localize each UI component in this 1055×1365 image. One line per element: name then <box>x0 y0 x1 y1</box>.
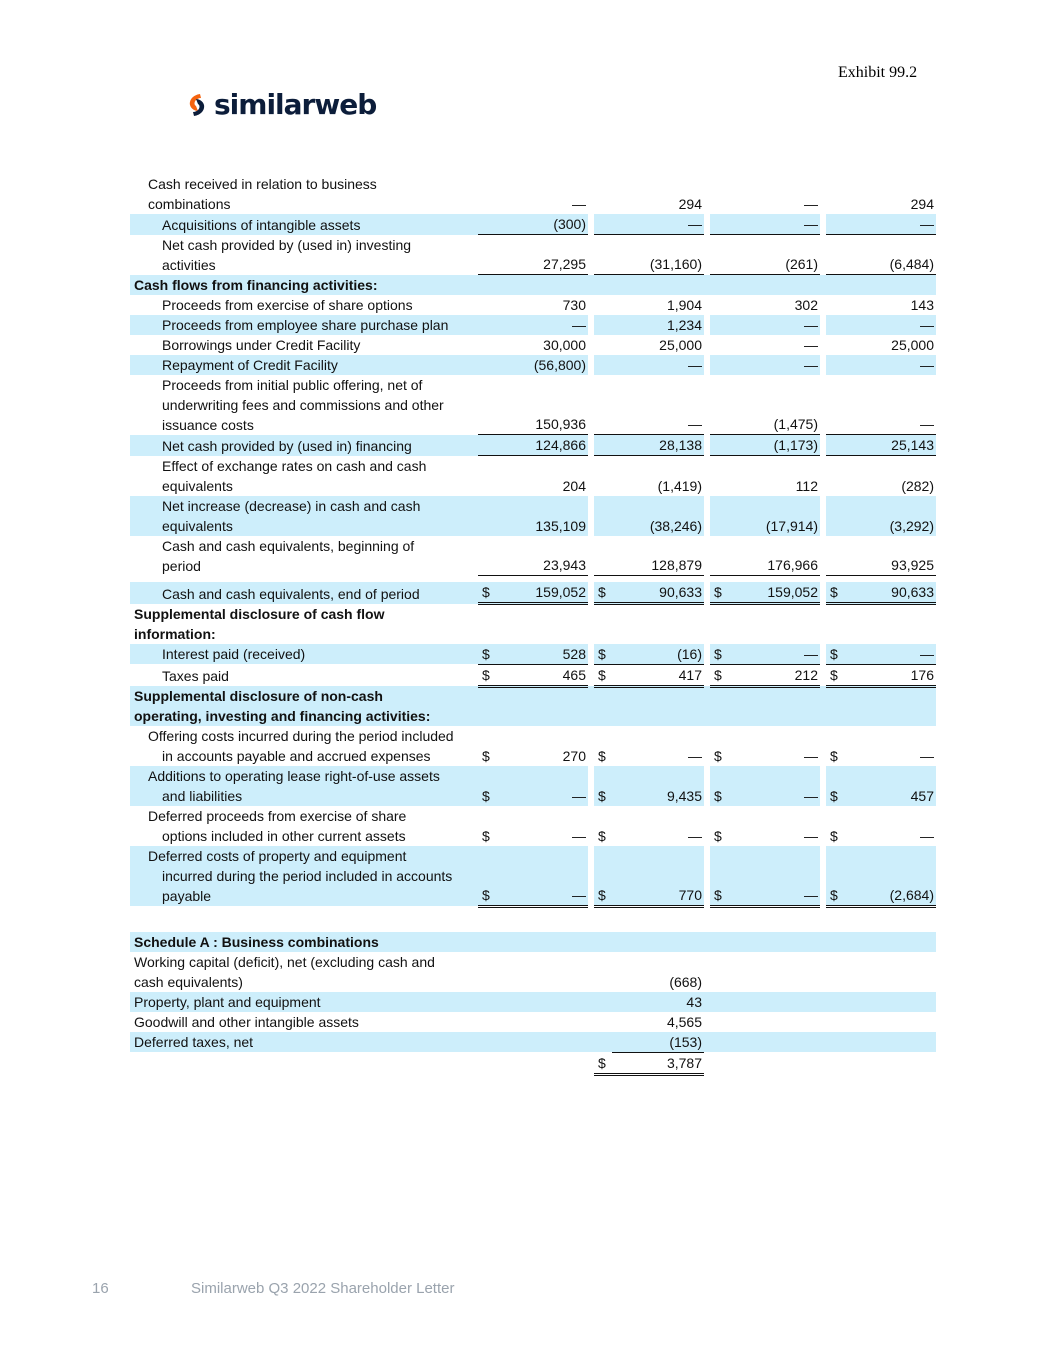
row-net-cash-investing: Net cash provided by (used in) investing activities 27,295 (31,160) (261) (6,484) <box>162 236 934 273</box>
brand-wordmark: similarweb <box>214 88 377 121</box>
cash-flow-table <box>130 174 936 1076</box>
row-borrowings: Borrowings under Credit Facility 30,000 25,000 — 25,000 <box>162 336 934 353</box>
row-espp: Proceeds from employee share purchase plan — 1,234 — — <box>130 315 936 335</box>
section-financing-activities: Cash flows from financing activities: <box>130 275 936 295</box>
row-cash-end: Cash and cash equivalents, end of period $ 159,052 $ 90,633 $ 159,052 $ 90,633 <box>130 582 936 604</box>
schedule-a-deferred-taxes: Deferred taxes, net (153) <box>130 1032 936 1053</box>
row-repayment: Repayment of Credit Facility (56,800) — — — <box>130 355 936 375</box>
section-supplemental-cash-flow: Supplemental disclosure of cash flow information: <box>134 605 385 642</box>
row-net-cash-financing: Net cash provided by (used in) financing 124,866 28,138 (1,173) 25,143 <box>130 435 936 456</box>
row-deferred-proceeds: Deferred proceeds from exercise of share options included in other current assets $ — $ — $ — $ — <box>148 808 934 844</box>
row-business-combinations-cash: Cash received in relation to business combinations — 294 — 294 <box>148 176 934 212</box>
section-noncash-disclosure: Supplemental disclosure of non-cash operating, investing and financing activities: <box>130 686 936 726</box>
row-net-increase: Net increase (decrease) in cash and cash equivalents 135,109 (38,246) (17,914) (3,292) <box>130 496 936 536</box>
row-cash-beginning: Cash and cash equivalents, beginning of period 23,943 128,879 176,966 93,925 <box>162 537 934 574</box>
row-interest-paid: Interest paid (received) $ 528 $ (16) $ — $ — <box>130 644 936 665</box>
row-taxes-paid: Taxes paid $ 465 $ 417 $ 212 $ 176 <box>130 664 936 686</box>
schedule-a-title: Schedule A : Business combinations <box>130 932 936 952</box>
schedule-a-total: $ 3,787 <box>130 1052 936 1074</box>
row-fx-effect: Effect of exchange rates on cash and cash equivalents 204 (1,419) 112 (282) <box>162 457 934 494</box>
row-share-options: Proceeds from exercise of share options 730 1,904 302 143 <box>162 296 934 313</box>
schedule-a-working-capital: Working capital (deficit), net (excluding cash and cash equivalents) (668) <box>134 953 702 990</box>
row-acquisitions-intangibles: Acquisitions of intangible assets (300) — — — <box>130 214 936 235</box>
schedule-a-ppe: Property, plant and equipment 43 <box>130 992 936 1012</box>
row-deferred-ppe-costs: Deferred costs of property and equipment incurred during the period included in accounts payable $ — $ 770 $ — $ (2,684) <box>130 846 936 906</box>
row-ipo-proceeds: Proceeds from initial public offering, net of underwriting fees and commissions and other issuance costs 150,936 — (1,475) — <box>162 376 934 433</box>
schedule-a-goodwill: Goodwill and other intangible assets 4,565 <box>134 1013 702 1030</box>
exhibit-label: Exhibit 99.2 <box>838 64 918 81</box>
similarweb-logo <box>186 88 376 121</box>
page-number: 16 <box>92 1280 109 1297</box>
similarweb-logo-icon <box>186 92 208 118</box>
footer-title: Similarweb Q3 2022 Shareholder Letter <box>191 1280 455 1297</box>
row-offering-costs: Offering costs incurred during the period included in accounts payable and accrued expenses $ 270 $ — $ — $ — <box>148 728 934 764</box>
row-lease-additions: Additions to operating lease right-of-use assets and liabilities $ — $ 9,435 $ — $ 457 <box>130 766 936 806</box>
